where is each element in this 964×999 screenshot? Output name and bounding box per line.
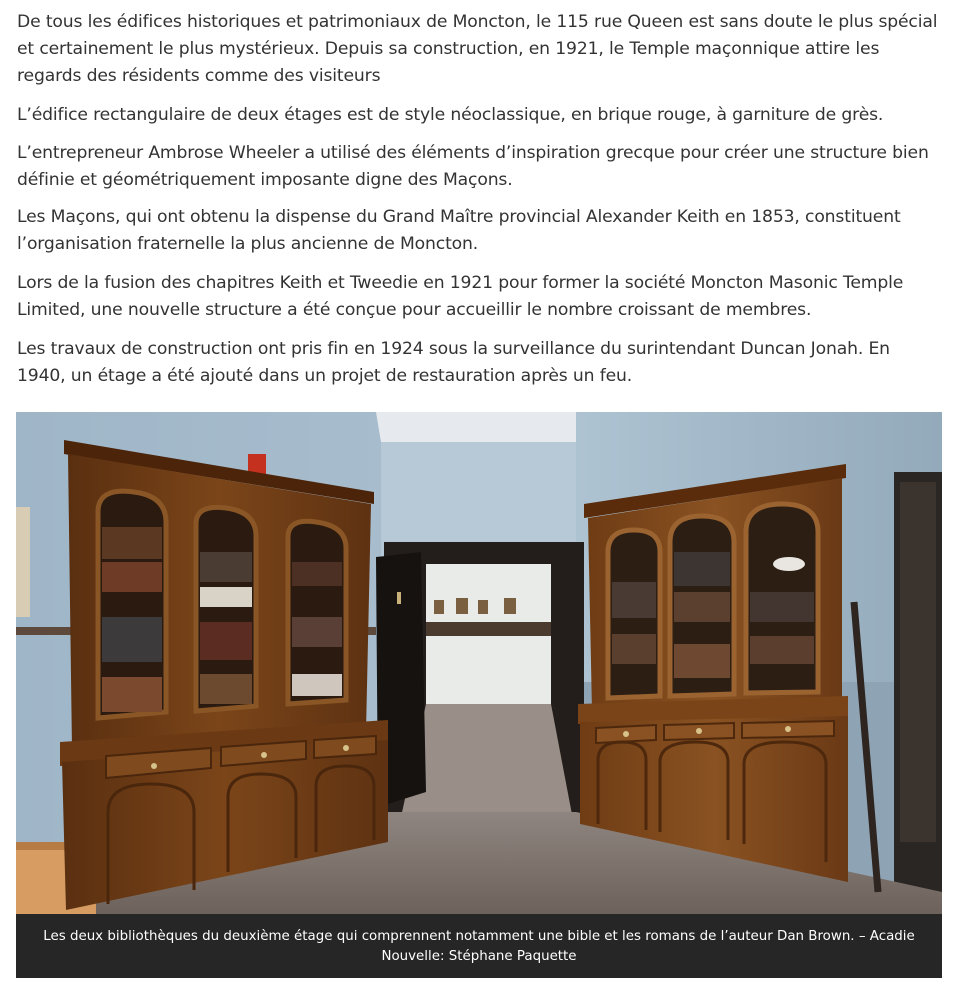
paragraph-masons: Les Maçons, qui ont obtenu la dispense du Grand Maître provincial Alexander Keith en 1853, constituent l’organisation fraternelle la plus ancienne de Moncton. xyxy=(17,207,901,254)
photo-figure xyxy=(16,412,942,978)
paragraph-construction: Les travaux de construction ont pris fin en 1924 sous la surveillance du surintendant Duncan Jonah. En 1940, un étage a été ajouté dans un projet de restauration après un feu. xyxy=(17,339,890,386)
paragraph-style: L’édifice rectangulaire de deux étages est de style néoclassique, en brique rouge, à garniture de grès. xyxy=(17,105,884,125)
paragraph-contractor: L’entrepreneur Ambrose Wheeler a utilisé des éléments d’inspiration grecque pour créer une structure bien définie et géométriquement imposante digne des Maçons. xyxy=(17,143,929,190)
right-bookcase xyxy=(578,464,878,892)
left-bookcase xyxy=(60,440,388,910)
paragraph-intro: De tous les édifices historiques et patrimoniaux de Moncton, le 115 rue Queen est sans doute le plus spécial et certainement le plus mystérieux. Depuis sa construction, en 1921, le Temple maçonnique attire les regards des résidents comme des visiteurs xyxy=(17,12,938,86)
paragraph-merger: Lors de la fusion des chapitres Keith et Tweedie en 1921 pour former la société Moncton Masonic Temple Limited, une nouvelle structure a été conçue pour accueillir le nombre croissant de membres. xyxy=(17,273,904,320)
bookcases-photo xyxy=(16,412,942,914)
photo-caption: Les deux bibliothèques du deuxième étage qui comprennent notamment une bible et les romans de l’auteur Dan Brown. – Acadie Nouvelle: Stéphane Paquette xyxy=(16,914,942,978)
